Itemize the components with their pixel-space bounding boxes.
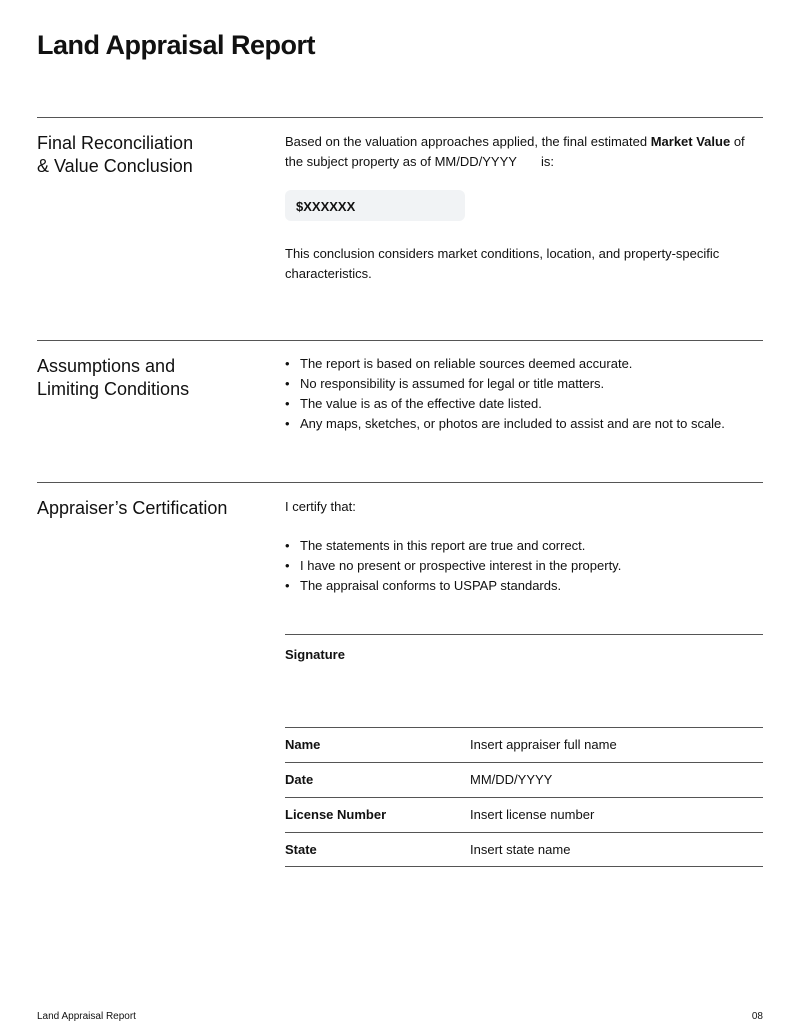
table-row (285, 762, 763, 797)
certification-list (285, 536, 763, 596)
table-row (285, 797, 763, 832)
list-item: • The appraisal conforms to USPAP standards. (285, 576, 763, 596)
signature-field[interactable] (285, 634, 763, 727)
signature-label: Signature (285, 647, 345, 662)
page-title: Land Appraisal Report (37, 30, 316, 60)
section-title (37, 132, 257, 178)
list-item: • No responsibility is assumed for legal or title matters. (285, 374, 763, 394)
list-item: • The value is as of the effective date listed. (285, 394, 763, 414)
footer-title: Land Appraisal Report (37, 1011, 136, 1022)
page-number: 08 (751, 1011, 763, 1022)
assumptions-section (37, 340, 763, 482)
row-value[interactable]: Insert license number (470, 807, 595, 822)
title-line: Assumptions and (37, 356, 176, 376)
market-value-field: $XXXXXX (285, 190, 465, 221)
certify-intro: I certify that: (285, 499, 356, 514)
title-line: Final Reconciliation (37, 133, 194, 153)
list-item: • I have no present or prospective interest in the property. (285, 556, 763, 576)
list-item: • Any maps, sketches, or photos are included to assist and are not to scale. (285, 414, 763, 434)
text: of the subject property as of (285, 134, 745, 169)
row-value[interactable]: MM/DD/YYYY (470, 772, 553, 787)
list-item: • The statements in this report are true and correct. (285, 536, 763, 556)
appraiser-info-table (285, 727, 763, 867)
final-reconciliation-section (37, 117, 763, 340)
assumptions-list (285, 354, 763, 434)
row-label: License Number (285, 807, 387, 822)
row-value[interactable]: Insert appraiser full name (470, 737, 617, 752)
valuation-text (285, 132, 763, 172)
text: is: (540, 154, 554, 169)
market-value-label: Market Value (650, 134, 731, 149)
text: Based on the valuation approaches applied, the final estimated (285, 134, 651, 149)
table-row (285, 832, 763, 867)
certification-section (37, 482, 763, 882)
conclusion-text: This conclusion considers market conditions, location, and property-specific characteristics. (285, 246, 720, 281)
row-label: State (285, 841, 317, 857)
table-row (285, 727, 763, 762)
effective-date: MM/DD/YYYY (434, 154, 517, 169)
row-value[interactable]: Insert state name (470, 841, 571, 857)
row-label: Date (285, 772, 314, 787)
section-title (37, 355, 257, 401)
title-line: & Value Conclusion (37, 156, 193, 176)
row-label: Name (285, 737, 321, 752)
section-title: Appraiser’s Certification (37, 498, 228, 518)
list-item: • The report is based on reliable sources deemed accurate. (285, 354, 763, 374)
title-line: Limiting Conditions (37, 379, 190, 399)
